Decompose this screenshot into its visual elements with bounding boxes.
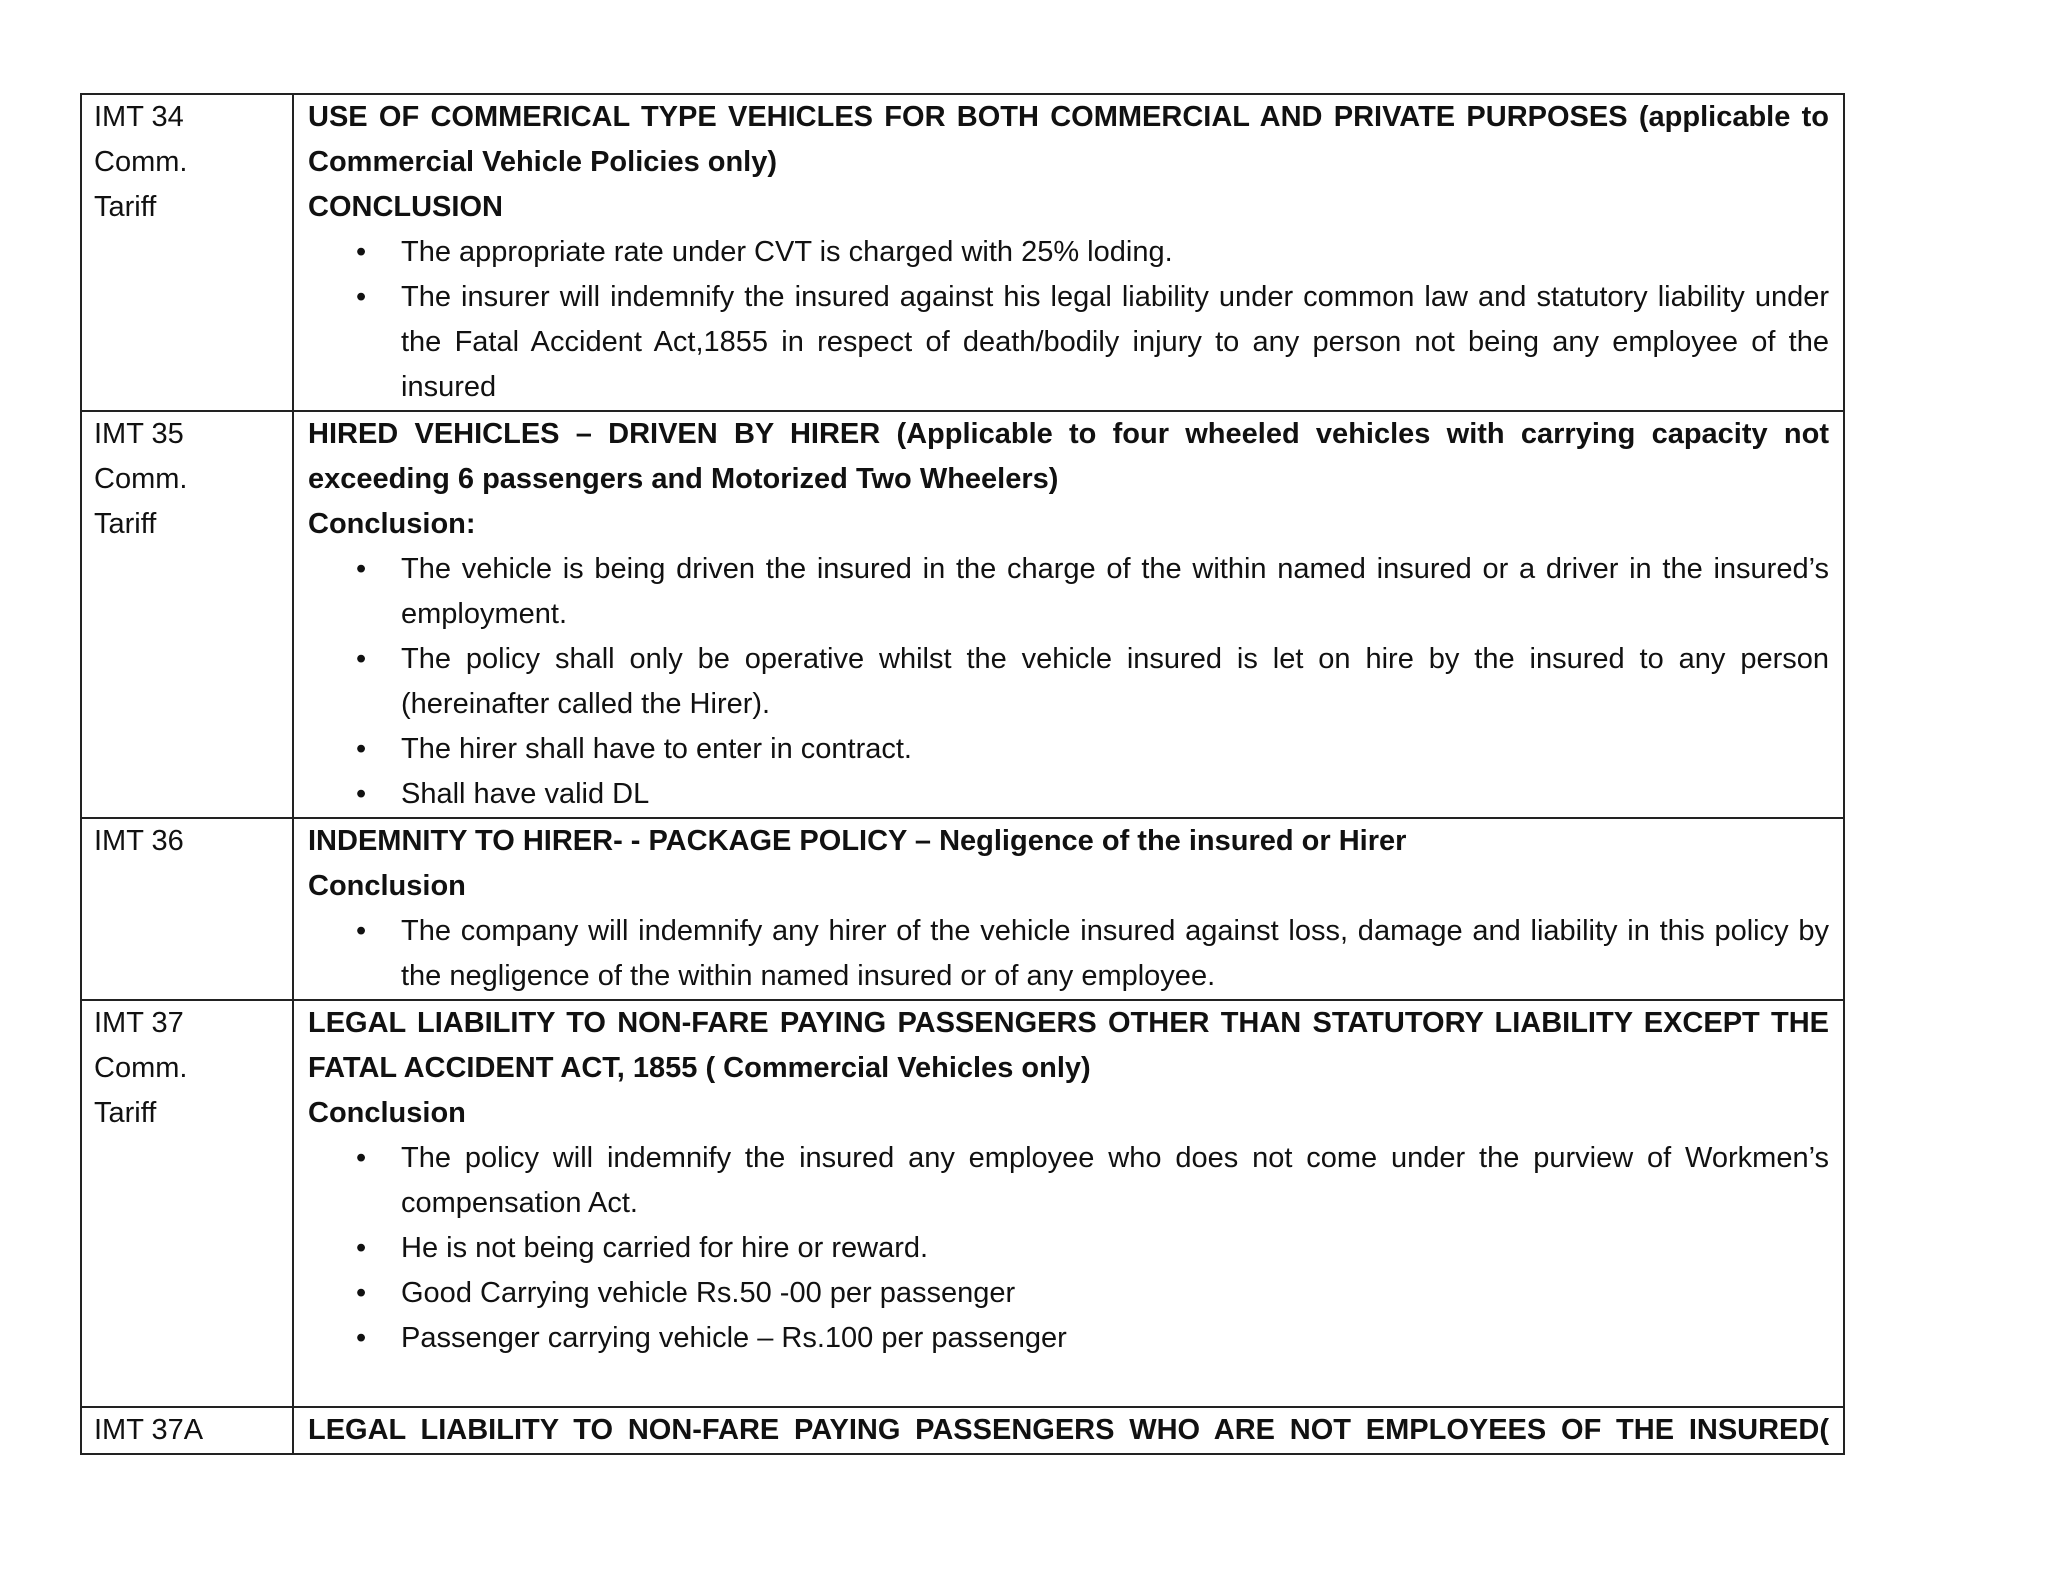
list-item xyxy=(356,909,1829,999)
list-item xyxy=(356,275,1829,410)
table-row xyxy=(81,411,1844,818)
clause-code-cell xyxy=(81,94,293,411)
table-row xyxy=(81,818,1844,1000)
conclusion-list xyxy=(308,547,1829,817)
clause-code-cell xyxy=(81,411,293,818)
list-item xyxy=(356,547,1829,637)
bullet-icon: • xyxy=(356,553,367,585)
list-item-text: The insurer will indemnify the insured against his legal liability under common law and statutory liability under the Fatal Accident Act,1855 in respect of death/bodily injury to any person not being any employee of the insured xyxy=(401,281,1829,403)
bullet-icon: • xyxy=(356,281,367,313)
bullet-icon: • xyxy=(356,236,367,268)
list-item xyxy=(356,1316,1829,1361)
clause-heading: USE OF COMMERICAL TYPE VEHICLES FOR BOTH COMMERCIAL AND PRIVATE PURPOSES (applicable to Commercial Vehicle Policies only) xyxy=(308,101,1829,178)
clause-body-cell xyxy=(293,818,1844,1000)
conclusion-list xyxy=(308,230,1829,410)
clause-code-line: IMT 36 xyxy=(94,825,184,857)
clause-conclusion-label: Conclusion xyxy=(308,870,466,902)
conclusion-list xyxy=(308,1136,1829,1361)
bullet-icon: • xyxy=(356,1277,367,1309)
clause-heading: INDEMNITY TO HIRER- - PACKAGE POLICY – Negligence of the insured or Hirer xyxy=(308,825,1407,857)
bullet-icon: • xyxy=(356,915,367,947)
table-row xyxy=(81,1407,1844,1454)
clause-code-line: Tariff xyxy=(94,191,157,223)
clause-table xyxy=(80,93,1845,1455)
list-item xyxy=(356,772,1829,817)
clause-conclusion-label: Conclusion xyxy=(308,1097,466,1129)
list-item-text: The company will indemnify any hirer of the vehicle insured against loss, damage and liability in this policy by the negligence of the within named insured or of any employee. xyxy=(401,915,1829,992)
list-item-text: The appropriate rate under CVT is charged with 25% loding. xyxy=(401,236,1173,268)
clause-code-line: IMT 34 xyxy=(94,101,184,133)
bullet-icon: • xyxy=(356,778,367,810)
bullet-icon: • xyxy=(356,643,367,675)
clause-code-line: IMT 37A xyxy=(94,1414,204,1446)
list-item-text: The policy shall only be operative whilst the vehicle insured is let on hire by the insured to any person (hereinafter called the Hirer). xyxy=(401,643,1829,720)
list-item xyxy=(356,727,1829,772)
clause-code-cell xyxy=(81,1407,293,1454)
list-item-text: Good Carrying vehicle Rs.50 -00 per passenger xyxy=(401,1277,1016,1309)
list-item-text: The hirer shall have to enter in contract. xyxy=(401,733,912,765)
clause-code-line: Tariff xyxy=(94,1097,157,1129)
list-item-text: Shall have valid DL xyxy=(401,778,650,810)
clause-body-cell xyxy=(293,94,1844,411)
list-item-text: He is not being carried for hire or reward. xyxy=(401,1232,929,1264)
clause-conclusion-label: CONCLUSION xyxy=(308,191,503,223)
list-item-text: The vehicle is being driven the insured in the charge of the within named insured or a driver in the insured’s employment. xyxy=(401,553,1829,630)
clause-code-cell xyxy=(81,818,293,1000)
clause-body-cell xyxy=(293,1407,1844,1454)
list-item xyxy=(356,1226,1829,1271)
clause-heading: LEGAL LIABILITY TO NON-FARE PAYING PASSENGERS OTHER THAN STATUTORY LIABILITY EXCEPT THE FATAL ACCIDENT ACT, 1855 ( Commercial Vehicles only) xyxy=(308,1007,1829,1084)
bullet-icon: • xyxy=(356,733,367,765)
clause-code-line: Comm. xyxy=(94,1052,188,1084)
clause-conclusion-label: Conclusion: xyxy=(308,508,476,540)
clause-code-line: Comm. xyxy=(94,463,188,495)
list-item xyxy=(356,230,1829,275)
conclusion-list xyxy=(308,909,1829,999)
clause-code-line: Tariff xyxy=(94,508,157,540)
bullet-icon: • xyxy=(356,1322,367,1354)
clause-heading: HIRED VEHICLES – DRIVEN BY HIRER (Applicable to four wheeled vehicles with carrying capacity not exceeding 6 passengers and Motorized Two Wheelers) xyxy=(308,418,1829,495)
list-item-text: Passenger carrying vehicle – Rs.100 per passenger xyxy=(401,1322,1067,1354)
bullet-icon: • xyxy=(356,1142,367,1174)
clause-heading: LEGAL LIABILITY TO NON-FARE PAYING PASSENGERS WHO ARE NOT EMPLOYEES OF THE INSURED( xyxy=(308,1414,1829,1446)
list-item xyxy=(356,1271,1829,1316)
list-item-text: The policy will indemnify the insured any employee who does not come under the purview of Workmen’s compensation Act. xyxy=(401,1142,1829,1219)
bullet-icon: • xyxy=(356,1232,367,1264)
clause-body-cell xyxy=(293,1000,1844,1407)
list-item xyxy=(356,1136,1829,1226)
clause-body-cell xyxy=(293,411,1844,818)
clause-code-line: IMT 37 xyxy=(94,1007,184,1039)
clause-code-line: IMT 35 xyxy=(94,418,184,450)
clause-code-cell xyxy=(81,1000,293,1407)
clause-code-line: Comm. xyxy=(94,146,188,178)
table-row xyxy=(81,94,1844,411)
table-row xyxy=(81,1000,1844,1407)
list-item xyxy=(356,637,1829,727)
